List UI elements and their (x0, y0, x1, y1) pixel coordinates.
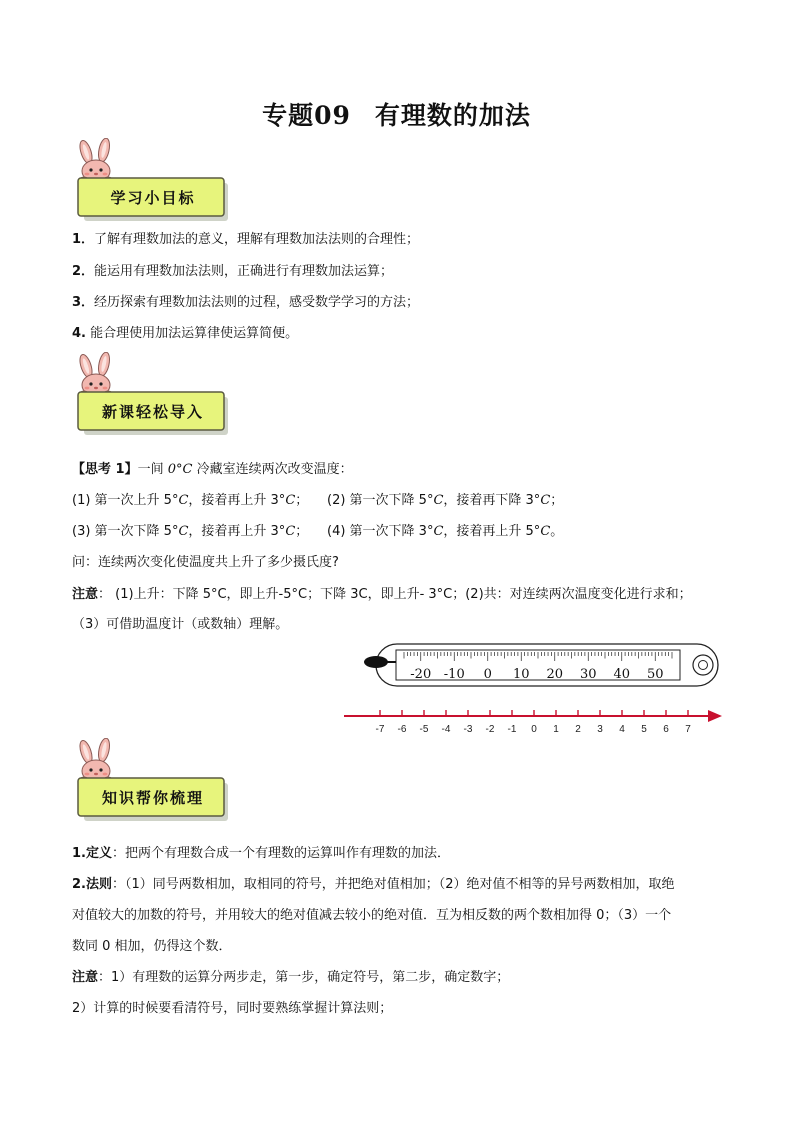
note-text: （3）可借助温度计（或数轴）理解。 (72, 617, 289, 632)
thermometer-label: -20 (410, 667, 432, 682)
definition-text: 1.定义：把两个有理数合成一个有理数的运算叫作有理数的加法． (72, 846, 450, 861)
thermometer-label: 30 (579, 667, 597, 682)
number-line-labels (376, 724, 692, 735)
rule-text: 数同 0 相加，仍得这个数． (72, 939, 232, 954)
number-line-label: 3 (597, 724, 603, 735)
goal-item: 4. 能合理使用加法运算律使运算简便。 (72, 326, 299, 341)
note-text: 2）计算的时候要看清符号，同时要熟练掌握计算法则； (72, 1001, 393, 1016)
section-banner-label: 新课轻松导入 (101, 402, 204, 421)
number-line-label: 1 (553, 724, 559, 735)
number-line (340, 706, 724, 740)
goal-item: 1．了解有理数加法的意义，理解有理数加法法则的合理性； (72, 232, 420, 247)
thermometer-end-hole (699, 661, 708, 670)
question-text: 问：连续两次变化使温度共上升了多少摄氏度? (72, 555, 339, 570)
number-line-label: -2 (485, 724, 495, 735)
number-line-label: -3 (463, 724, 473, 735)
thermometer-label: -10 (443, 667, 465, 682)
number-line-label: 7 (685, 724, 691, 735)
case-item: (1) 第一次上升 5°C，接着再上升 3°C； (72, 493, 309, 508)
number-line-arrowhead (708, 710, 722, 722)
number-line-label: 6 (663, 724, 669, 735)
number-line-label: 5 (641, 724, 647, 735)
section-banner-label: 学习小目标 (110, 188, 196, 207)
thermometer-bulb (364, 656, 388, 668)
thermometer-end-ring (693, 655, 713, 675)
rule-text: 对值较大的加数的符号，并用较大的绝对值减去较小的绝对值．互为相反数的两个数相加得 0；（3）一个 (72, 908, 672, 923)
number-line-label: -5 (419, 724, 429, 735)
thermometer-label: 0 (483, 667, 492, 682)
thermometer-label: 20 (546, 667, 564, 682)
number-line-label: 4 (619, 724, 625, 735)
thermometer-label: 10 (512, 667, 530, 682)
case-item: (3) 第一次下降 5°C，接着再上升 3°C； (72, 524, 309, 539)
thermometer-label: 40 (613, 667, 631, 682)
page-title: 专题09 有理数的加法 (262, 101, 531, 130)
rule-text: 2.法则：（1）同号两数相加，取相同的符号，并把绝对值相加；（2）绝对值不相等的异号两数相加，取绝 (72, 877, 675, 892)
thermometer-ticks (404, 652, 672, 661)
thermometer-label: 50 (646, 667, 664, 682)
case-item: (2) 第一次下降 5°C，接着再下降 3°C； (327, 493, 564, 508)
goal-item: 3．经历探索有理数加法法则的过程，感受数学学习的方法； (72, 295, 420, 310)
section-banner-goals (74, 138, 234, 226)
number-line-label: -6 (397, 724, 407, 735)
number-line-label: -1 (507, 724, 517, 735)
case-item: (4) 第一次下降 3°C，接着再上升 5°C。 (327, 524, 564, 539)
section-banner-intro (74, 352, 234, 440)
number-line-label: 2 (575, 724, 581, 735)
think-prompt: 【思考 1】一间 0°C 冷藏室连续两次改变温度： (72, 462, 353, 477)
goal-item: 2．能运用有理数加法法则，正确进行有理数加法运算； (72, 264, 394, 279)
thermometer-figure (360, 640, 722, 692)
number-line-label: -7 (375, 724, 385, 735)
section-banner-knowledge (74, 738, 234, 826)
number-line-label: 0 (531, 724, 537, 735)
number-line-label: -4 (441, 724, 451, 735)
note-text: 注意：1）有理数的运算分两步走，第一步，确定符号，第二步，确定数字； (72, 970, 510, 985)
note-text: 注意： (1)上升：下降 5°C，即上升-5°C；下降 3C，即上升- 3°C；(2)共：对连续两次温度变化进行求和； (72, 587, 692, 602)
section-banner-label: 知识帮你梳理 (101, 788, 204, 807)
